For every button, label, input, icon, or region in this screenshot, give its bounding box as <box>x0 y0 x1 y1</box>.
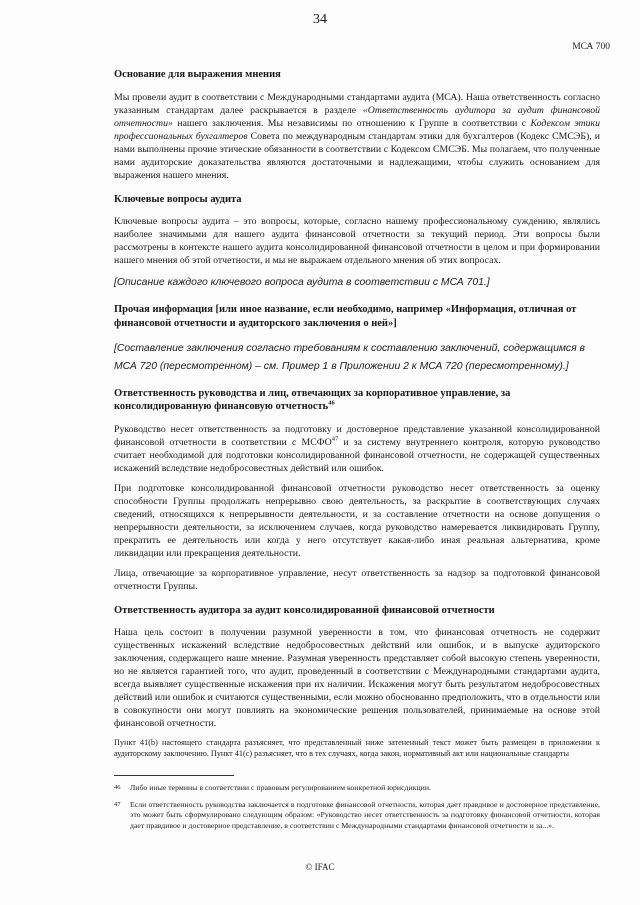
basis-emphasis-2: Кодексом этики профессиональных бухгалтеров <box>114 117 600 142</box>
kam-instruction-note: [Описание каждого ключевого вопроса аудита в соответствии с МСА 701.] <box>114 277 490 289</box>
footnote-ref-47[interactable]: 47 <box>331 435 339 443</box>
auditor-small-note: Пункт 41(b) настоящего стандарта разъясняет, что представленный ниже затененный текст может быть размещен в приложении к аудиторскому заключению. Пункт 41(с) разъясняет, что в тех случаях, когда закон, нормативный акт или национальные стандарты <box>114 738 600 759</box>
footnote-number: 46 <box>114 784 121 791</box>
management-paragraph-1 <box>114 423 600 475</box>
basis-emphasis-1: «Ответственность аудитора за аудит финансовой отчетности» <box>114 104 601 129</box>
footnote-ref-46[interactable]: 46 <box>328 399 335 407</box>
footnote-number: 47 <box>114 800 121 808</box>
management-p1-text-b: и за систему внутреннего контроля, которую руководство считает необходимой для подготовки консолидированной финансовой отчетности, не содержащей существенных искажений вследствие недобросовестных действий или ошибок. <box>114 436 601 474</box>
management-p1-text-a: Руководство несет ответственность за подготовку и достоверное представление указанной консолидированной финансовой отчетности в соответствии с МСФО <box>114 423 600 448</box>
page-number: 34 <box>313 12 327 27</box>
kam-paragraph: Ключевые вопросы аудита – это вопросы, которые, согласно нашему профессиональному суждению, являлись наиболее значимыми для нашего аудита финансовой отчетности за текущий период. Эти вопросы были рассмотрены в контексте нашего аудита консолидированной финансовой отчетности в целом и при формировании нашего мнения об этой отчетности, и мы не выражаем отдельного мнения об этих вопросах. <box>114 216 600 267</box>
management-paragraph-2: При подготовке консолидированной финансовой отчетности руководство несет ответственность за оценку способности Группы продолжать непрерывно свою деятельность, за раскрытие в соответствующих случаях сведений, относящихся к непрерывности деятельности, и за составление отчетности на основе допущения о непрерывности деятельности, за исключением случаев, когда руководство намеревается ликвидировать Группу, прекратить ее деятельность или когда у него отсутствует какая-либо иная реальная альтернатива, кроме ликвидации или прекращения деятельности. <box>114 482 600 559</box>
other-info-instruction-note: [Составление заключения согласно требованиям к составлению заключений, содержащимся в МСА 720 (пересмотренном) – см. Пример 1 в Приложении 2 к МСА 720 (пересмотренному).] <box>114 342 585 372</box>
footnote-item <box>114 800 600 832</box>
section-title-other-info: Прочая информация [или иное название, если необходимо, например «Информация, отличная от финансовой отчетности и аудиторского заключения о ней»] <box>114 304 577 329</box>
footnote-text: Либо иные термины в соответствии с правовым регулированием конкретной юрисдикции. <box>130 783 431 792</box>
section-title-auditor: Ответственность аудитора за аудит консолидированной финансовой отчетности <box>114 604 495 616</box>
footnote-divider <box>114 775 234 776</box>
basis-text-a: Мы провели аудит в соответствии с Международными стандартами аудита (МСА). Наша ответственность согласно указанным стандартам далее раскрывается в разделе <box>114 91 600 116</box>
footnote-text: Если ответственность руководства заключается в подготовке финансовой отчетности, которая дает правдивое и достоверное представление, это может быть сформулировано следующим образом: «Руководство несет ответственность за подготовку финансовой отчетности, которая дает правдивое и достоверное представление, в соответствии с Международными стандартами финансовой отчетности и за...». <box>130 799 600 830</box>
section-title-management <box>114 387 600 414</box>
basis-text-b: нашего заключения. Мы независимы по отношению к Группе в соответствии с <box>172 117 531 129</box>
page-body <box>114 68 600 763</box>
copyright-footer: © IFAC <box>305 862 335 872</box>
management-title-text: Ответственность руководства и лиц, отвечающих за корпоративное управление, за консолидированную финансовую отчетность <box>114 387 511 413</box>
footnote-item <box>114 783 600 794</box>
document-reference: МСА 700 <box>572 42 610 52</box>
basis-paragraph <box>114 91 600 182</box>
footnotes <box>114 783 600 837</box>
section-title-basis: Основание для выражения мнения <box>114 69 281 80</box>
management-paragraph-3: Лица, отвечающие за корпоративное управление, несут ответственность за надзор за подготовкой финансовой отчетности Группы. <box>114 567 600 592</box>
section-title-kam: Ключевые вопросы аудита <box>114 193 242 205</box>
basis-text-c: Совета по международным стандартам этики для бухгалтеров (Кодекс СМСЭБ), и нами выполнены прочие этические обязанности в соответствии с Кодексом СМСЭБ. Мы полагаем, что полученные нами аудиторские доказательства являются достаточными и надлежащими, чтобы служить основанием для выражения нашего мнения. <box>114 130 600 181</box>
auditor-paragraph: Наша цель состоит в получении разумной уверенности в том, что финансовая отчетность не содержит существенных искажений вследствие недобросовестных действий или ошибок, и в выпуске аудиторского заключения, содержащего наше мнение. Разумная уверенность представляет собой высокую степень уверенности, но не является гарантией того, что аудит, проведенный в соответствии с Международными стандартами аудита, всегда выявляет существенные искажения при их наличии. Искажения могут быть результатом недобросовестных действий или ошибок и считаются существенными, если можно обоснованно предположить, что в отдельности или в совокупности они могут повлиять на экономические решения пользователей, принимаемые на основе этой финансовой отчетности. <box>114 627 600 730</box>
